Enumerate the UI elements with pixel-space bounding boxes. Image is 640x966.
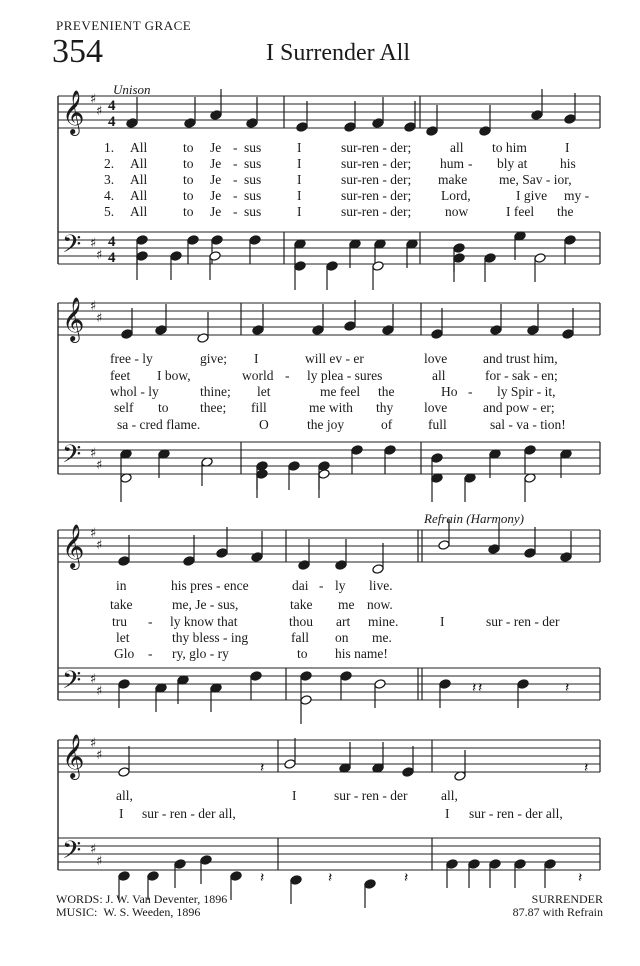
bass-note xyxy=(326,261,338,272)
lyric-syllable: to xyxy=(183,188,194,203)
lyric-syllable: ly plea - sures xyxy=(307,368,383,383)
melody-note xyxy=(426,126,438,137)
lyric-syllable: sus xyxy=(244,188,262,203)
music-credit xyxy=(56,905,200,919)
melody-note xyxy=(438,540,450,551)
lyric-syllable: I xyxy=(445,806,450,821)
lyric-syllable: - xyxy=(233,188,238,203)
melody-note xyxy=(251,552,263,563)
lyric-syllable: - xyxy=(468,156,473,171)
time-signature: 4 xyxy=(108,98,116,114)
lyric-syllable: thine; xyxy=(200,384,231,399)
lyric-syllable: let xyxy=(257,384,271,399)
bass-note xyxy=(453,243,465,254)
lyric-syllable: to xyxy=(183,140,194,155)
lyric-syllable: all xyxy=(432,368,446,383)
lyric-syllable: world xyxy=(242,368,274,383)
melody-note xyxy=(335,560,347,571)
treble-clef-icon: 𝄞 xyxy=(62,297,85,341)
bass-note xyxy=(147,871,159,882)
sharp-icon: ♯ xyxy=(90,236,97,251)
lyric-syllable: I xyxy=(440,614,445,629)
lyric-syllable: I xyxy=(297,172,302,187)
lyric-syllable: his name! xyxy=(335,646,388,661)
bass-note xyxy=(340,671,352,682)
sharp-icon: ♯ xyxy=(90,842,97,857)
rest-icon: 𝄽 xyxy=(565,680,570,696)
bass-note xyxy=(200,855,212,866)
lyric-syllable: All xyxy=(130,172,148,187)
melody-note xyxy=(560,552,572,563)
lyric-syllable: thy bless - ing xyxy=(172,630,249,645)
lyric-syllable: All xyxy=(130,204,148,219)
lyric-syllable: all xyxy=(450,140,464,155)
verse-number: 3. xyxy=(104,172,115,187)
lyric-syllable: I xyxy=(292,788,297,803)
lyric-syllable: sus xyxy=(244,204,262,219)
lyric-syllable: me, Sav - ior, xyxy=(499,172,572,187)
lyric-syllable: to xyxy=(297,646,308,661)
melody-note xyxy=(382,325,394,336)
melody-note xyxy=(431,329,443,340)
lyric-syllable: Lord, xyxy=(441,188,471,203)
lyric-syllable: sal - va - tion! xyxy=(490,417,566,432)
sharp-icon: ♯ xyxy=(90,446,97,461)
bass-note xyxy=(318,469,330,480)
lyric-syllable: - xyxy=(148,646,153,661)
bass-note xyxy=(300,671,312,682)
lyric-syllable: me, Je - sus, xyxy=(172,597,239,612)
melody-note xyxy=(312,325,324,336)
bass-note xyxy=(351,445,363,456)
bass-note xyxy=(384,445,396,456)
lyric-syllable: to xyxy=(183,172,194,187)
melody-note xyxy=(488,544,500,555)
lyric-syllable: full xyxy=(428,417,447,432)
lyric-syllable: to xyxy=(183,156,194,171)
lyric-syllable: my - xyxy=(564,188,590,203)
melody-note xyxy=(183,556,195,567)
lyric-syllable: sur - ren - der xyxy=(486,614,560,629)
lyric-syllable: whol - ly xyxy=(110,384,159,399)
rest-icon: 𝄽 xyxy=(584,760,589,776)
lyric-syllable: mine. xyxy=(368,614,399,629)
bass-note xyxy=(136,251,148,262)
lyric-syllable: me feel xyxy=(320,384,361,399)
lyric-syllable: - xyxy=(285,368,290,383)
melody-note xyxy=(298,560,310,571)
sharp-icon: ♯ xyxy=(96,248,103,263)
melody-note xyxy=(479,126,491,137)
hymn-number: 354 xyxy=(52,33,103,70)
lyric-syllable: tru xyxy=(112,614,127,629)
melody-note xyxy=(210,110,222,121)
lyric-syllable: bly at xyxy=(497,156,528,171)
sharp-icon: ♯ xyxy=(90,736,97,751)
lyric-syllable: take xyxy=(110,597,133,612)
lyric-syllable: - xyxy=(233,140,238,155)
lyric-syllable: on xyxy=(335,630,349,645)
melody-note xyxy=(404,122,416,133)
bass-note xyxy=(250,671,262,682)
bass-note xyxy=(489,859,501,870)
lyric-syllable: dai xyxy=(292,578,309,593)
lyric-syllable: I xyxy=(297,156,302,171)
lyric-syllable: hum xyxy=(440,156,465,171)
lyric-syllable: I xyxy=(119,806,124,821)
lyric-syllable: fill xyxy=(251,400,267,415)
lyric-syllable: sur-ren - der; xyxy=(341,204,412,219)
lyric-syllable: make xyxy=(438,172,468,187)
lyric-syllable: ly Spir - it, xyxy=(497,384,556,399)
lyric-syllable: and trust him, xyxy=(483,351,558,366)
bass-clef-icon: 𝄢 xyxy=(62,836,82,871)
melody-note xyxy=(402,767,414,778)
bass-note xyxy=(187,235,199,246)
lyric-syllable: Je xyxy=(210,156,222,171)
music-label: MUSIC: xyxy=(56,905,98,919)
melody-note xyxy=(184,118,196,129)
melody-note xyxy=(490,325,502,336)
bass-note xyxy=(534,253,546,264)
melody-note xyxy=(344,321,356,332)
lyric-syllable: I xyxy=(297,204,302,219)
sharp-icon: ♯ xyxy=(90,299,97,314)
rest-icon: 𝄽 xyxy=(404,870,409,886)
melody-note xyxy=(564,114,576,125)
lyric-syllable: to him xyxy=(492,140,527,155)
lyric-syllable: Je xyxy=(210,188,222,203)
melody-note xyxy=(527,325,539,336)
sharp-icon: ♯ xyxy=(90,526,97,541)
lyric-syllable: all, xyxy=(441,788,458,803)
lyric-syllable: I xyxy=(254,351,259,366)
melody-note xyxy=(121,329,133,340)
lyric-syllable: love xyxy=(424,400,448,415)
lyric-syllable: sur - ren - der all, xyxy=(469,806,563,821)
lyric-syllable: free - ly xyxy=(110,351,153,366)
bass-note xyxy=(453,253,465,264)
bass-note xyxy=(170,251,182,262)
sharp-icon: ♯ xyxy=(96,684,103,699)
lyric-syllable: ly xyxy=(335,578,346,593)
lyric-syllable: All xyxy=(130,188,148,203)
lyric-syllable: to xyxy=(183,204,194,219)
lyric-syllable: me with xyxy=(309,400,353,415)
lyric-syllable: give; xyxy=(200,351,227,366)
lyric-syllable: Je xyxy=(210,172,222,187)
lyric-syllable: ly know that xyxy=(170,614,238,629)
lyric-syllable: to xyxy=(158,400,169,415)
lyric-syllable: - xyxy=(148,614,153,629)
bass-clef-icon: 𝄢 xyxy=(62,666,82,701)
sharp-icon: ♯ xyxy=(96,311,103,326)
bass-note xyxy=(517,679,529,690)
bass-note xyxy=(256,469,268,480)
lyric-syllable: for - sak - en; xyxy=(485,368,558,383)
bass-clef-icon: 𝄢 xyxy=(62,230,82,265)
bass-note xyxy=(484,253,496,264)
section-label: PREVENIENT GRACE xyxy=(56,18,192,33)
rest-icon: 𝄽 xyxy=(472,680,477,696)
bass-note xyxy=(514,859,526,870)
bass-note xyxy=(372,261,384,272)
music-composer: W. S. Weeden, 1896 xyxy=(103,905,201,919)
lyric-syllable: I xyxy=(297,140,302,155)
melody-note xyxy=(372,564,384,575)
lyric-syllable: the xyxy=(378,384,395,399)
lyric-syllable: O xyxy=(259,417,269,432)
lyric-syllable: Glo xyxy=(114,646,135,661)
bass-note xyxy=(294,261,306,272)
melody-note xyxy=(197,333,209,344)
bass-note xyxy=(439,679,451,690)
lyric-syllable: all, xyxy=(116,788,133,803)
rest-icon: 𝄽 xyxy=(478,680,483,696)
melody-note xyxy=(118,767,130,778)
lyric-syllable: - xyxy=(233,172,238,187)
verse-number: 2. xyxy=(104,156,115,171)
lyric-syllable: thee; xyxy=(200,400,227,415)
words-label: WORDS: xyxy=(56,892,103,906)
lyric-syllable: self xyxy=(114,400,134,415)
melody-note xyxy=(284,759,296,770)
melody-note xyxy=(562,329,574,340)
lyric-syllable: sus xyxy=(244,156,262,171)
lyric-syllable: the joy xyxy=(307,417,345,432)
lyric-syllable: ry, glo - ry xyxy=(172,646,229,661)
melody-note xyxy=(372,118,384,129)
melody-note xyxy=(216,548,228,559)
lyric-syllable: let xyxy=(116,630,130,645)
verse-number: 4. xyxy=(104,188,115,203)
lyric-syllable: - xyxy=(233,204,238,219)
lyric-syllable: in xyxy=(116,578,127,593)
lyric-syllable: feet xyxy=(110,368,131,383)
lyric-syllable: live. xyxy=(369,578,393,593)
lyric-syllable: thy xyxy=(376,400,394,415)
treble-clef-icon: 𝄞 xyxy=(62,734,85,778)
bass-note xyxy=(374,679,386,690)
melody-note xyxy=(126,118,138,129)
melody-note xyxy=(246,118,258,129)
bass-note xyxy=(249,235,261,246)
bass-note xyxy=(290,875,302,886)
time-signature: 4 xyxy=(108,114,116,130)
time-signature: 4 xyxy=(108,250,116,266)
lyric-syllable: - xyxy=(468,384,473,399)
bass-clef-icon: 𝄢 xyxy=(62,440,82,475)
lyric-syllable: love xyxy=(424,351,448,366)
bass-note xyxy=(544,859,556,870)
lyric-syllable: take xyxy=(290,597,313,612)
lyric-syllable: I feel xyxy=(506,204,535,219)
lyric-syllable: Ho xyxy=(441,384,458,399)
lyric-syllable: me xyxy=(338,597,355,612)
lyric-syllable: All xyxy=(130,140,148,155)
lyric-syllable: All xyxy=(130,156,148,171)
lyric-syllable: sur-ren - der; xyxy=(341,172,412,187)
lyric-syllable: the xyxy=(557,204,574,219)
lyric-syllable: and pow - er; xyxy=(483,400,555,415)
verse-number: 1. xyxy=(104,140,115,155)
meter: 87.87 with Refrain xyxy=(512,905,603,919)
bass-note xyxy=(564,235,576,246)
treble-clef-icon: 𝄞 xyxy=(62,524,85,568)
tune-name: SURRENDER xyxy=(531,892,603,906)
bass-note xyxy=(468,859,480,870)
rest-icon: 𝄽 xyxy=(328,870,333,886)
lyric-syllable: will ev - er xyxy=(305,351,364,366)
lyric-syllable: Je xyxy=(210,204,222,219)
melody-note xyxy=(118,556,130,567)
bass-note xyxy=(211,235,223,246)
bass-note xyxy=(300,695,312,706)
lyric-syllable: me. xyxy=(372,630,392,645)
lyric-syllable: - xyxy=(319,578,324,593)
sharp-icon: ♯ xyxy=(96,458,103,473)
rest-icon: 𝄽 xyxy=(578,870,583,886)
lyric-syllable: his xyxy=(560,156,576,171)
melody-note xyxy=(344,122,356,133)
lyric-syllable: sa - cred flame. xyxy=(117,417,201,432)
melody-note xyxy=(155,325,167,336)
lyric-syllable: now. xyxy=(367,597,393,612)
bass-note xyxy=(230,871,242,882)
treble-clef-icon: 𝄞 xyxy=(62,90,85,134)
lyric-syllable: sur-ren - der; xyxy=(341,188,412,203)
lyric-syllable: I bow, xyxy=(157,368,191,383)
lyric-syllable: sur - ren - der all, xyxy=(142,806,236,821)
refrain-marking: Refrain (Harmony) xyxy=(424,511,525,526)
lyric-syllable: sus xyxy=(244,140,262,155)
sharp-icon: ♯ xyxy=(90,92,97,107)
lyric-syllable: sur - ren - der xyxy=(334,788,408,803)
sharp-icon: ♯ xyxy=(96,104,103,119)
rest-icon: 𝄽 xyxy=(260,760,265,776)
lyric-syllable: fall xyxy=(291,630,309,645)
sharp-icon: ♯ xyxy=(90,672,97,687)
time-signature: 4 xyxy=(108,234,116,250)
hymn-title: I Surrender All xyxy=(266,40,410,66)
verse-number: 5. xyxy=(104,204,115,219)
bass-note xyxy=(118,871,130,882)
lyric-syllable: - xyxy=(233,156,238,171)
words-author: J. W. Van Deventer, 1896 xyxy=(105,892,228,906)
sharp-icon: ♯ xyxy=(96,538,103,553)
lyric-syllable: Je xyxy=(210,140,222,155)
bass-note xyxy=(524,445,536,456)
lyric-syllable: sur-ren - der; xyxy=(341,140,412,155)
unison-marking: Unison xyxy=(113,82,151,97)
lyric-syllable: sur-ren - der; xyxy=(341,156,412,171)
lyric-syllable: I give xyxy=(516,188,548,203)
lyric-syllable: of xyxy=(381,417,393,432)
melody-note xyxy=(524,548,536,559)
lyric-syllable: his pres - ence xyxy=(171,578,249,593)
melody-note xyxy=(296,122,308,133)
bass-note xyxy=(136,235,148,246)
bass-note xyxy=(174,859,186,870)
lyric-syllable: art xyxy=(336,614,351,629)
melody-note xyxy=(531,110,543,121)
lyric-syllable: sus xyxy=(244,172,262,187)
sharp-icon: ♯ xyxy=(96,748,103,763)
lyric-syllable: I xyxy=(297,188,302,203)
bass-note xyxy=(288,461,300,472)
bass-note xyxy=(209,251,221,262)
melody-note xyxy=(252,325,264,336)
bass-note xyxy=(118,679,130,690)
bass-note xyxy=(431,453,443,464)
bass-note xyxy=(364,879,376,890)
bass-note xyxy=(446,859,458,870)
lyric-syllable: thou xyxy=(289,614,314,629)
rest-icon: 𝄽 xyxy=(260,870,265,886)
words-credit xyxy=(56,892,227,906)
lyric-syllable: I xyxy=(565,140,570,155)
lyric-syllable: now xyxy=(445,204,469,219)
sharp-icon: ♯ xyxy=(96,854,103,869)
